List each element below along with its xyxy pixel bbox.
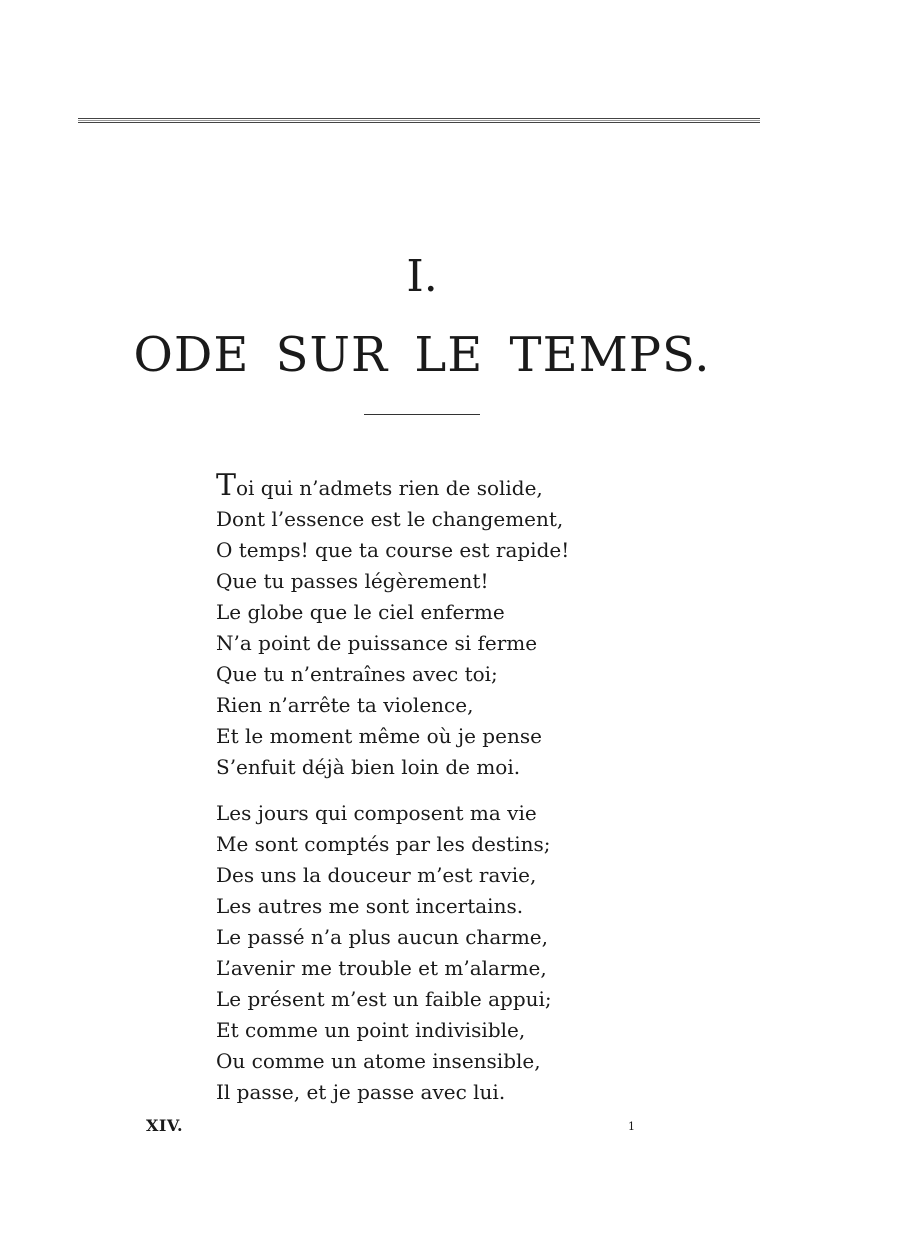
verse-line: Les jours qui composent ma vie: [216, 801, 537, 825]
verse-line: Et comme un point indivisible,: [216, 1018, 526, 1042]
verse-line: Le présent m’est un faible appui;: [216, 987, 552, 1011]
verse-line: L’avenir me trouble et m’alarme,: [216, 956, 547, 980]
verse-line: Rien n’arrête ta violence,: [216, 693, 474, 717]
verse-line: N’a point de puissance si ferme: [216, 631, 538, 655]
verse-line-1: [216, 468, 569, 504]
header-double-rule: [78, 118, 760, 123]
title-divider: [364, 414, 480, 415]
verse-line: Ou comme un atome insensible,: [216, 1049, 541, 1073]
verse-line: Que tu passes légèrement!: [216, 569, 489, 593]
verse-line: Et le moment même où je pense: [216, 724, 542, 748]
stanza-1: [216, 468, 570, 783]
stanza-2: [216, 798, 552, 1108]
verse-line: Des uns la douceur m’est ravie,: [216, 863, 537, 887]
page-number: 1: [628, 1120, 635, 1133]
verse-line: Le passé n’a plus aucun charme,: [216, 925, 548, 949]
verse-line: S’enfuit déjà bien loin de moi.: [216, 755, 521, 779]
verse-line: Dont l’essence est le changement,: [216, 507, 564, 531]
verse-line: Il passe, et je passe avec lui.: [216, 1080, 506, 1104]
verse-line: O temps! que ta course est rapide!: [216, 538, 570, 562]
section-numeral: I.: [406, 251, 438, 302]
poem-title: ODE SUR LE TEMPS.: [133, 327, 711, 383]
drop-cap: T: [216, 468, 237, 503]
verse-line: Le globe que le ciel enferme: [216, 600, 505, 624]
verse-line: Me sont comptés par les destins;: [216, 832, 551, 856]
verse-line: Les autres me sont incertains.: [216, 894, 524, 918]
verse-line: Que tu n’entraînes avec toi;: [216, 662, 498, 686]
verse-line-1-text: oi qui n’admets rien de solide,: [236, 476, 543, 500]
signature-mark: XIV.: [146, 1116, 184, 1135]
